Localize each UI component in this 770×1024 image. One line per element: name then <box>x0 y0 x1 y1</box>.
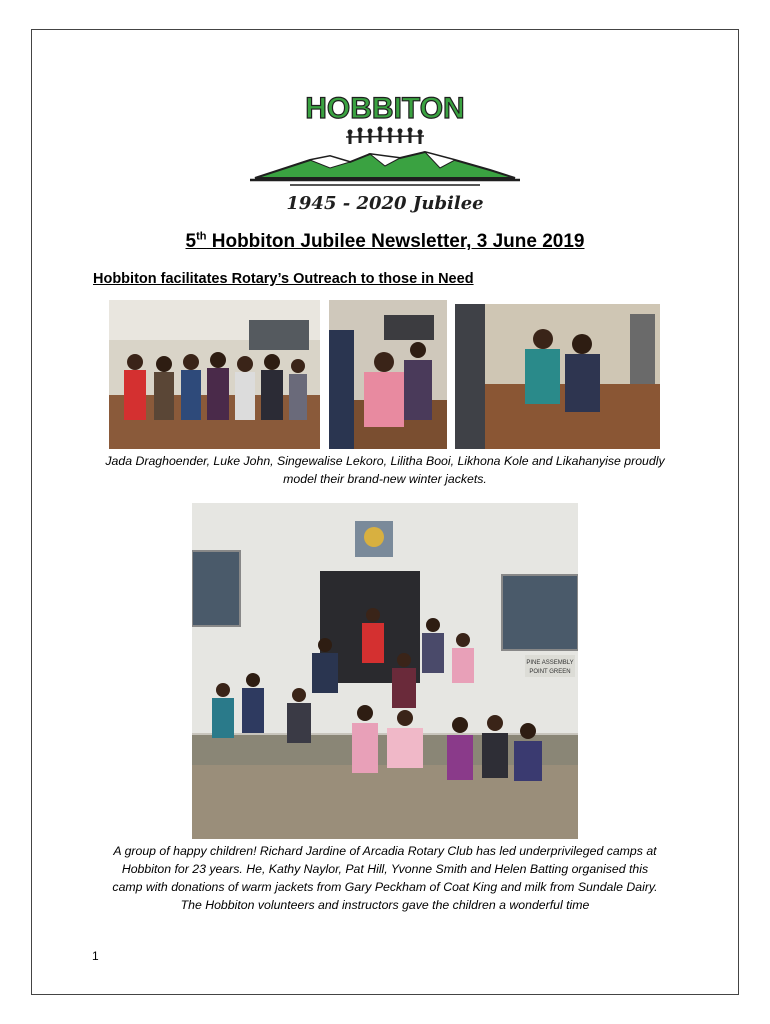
logo-figures <box>346 127 424 145</box>
svg-text:POINT GREEN: POINT GREEN <box>529 669 571 675</box>
logo-tagline: 1945 - 2020 Jubilee <box>286 193 484 214</box>
photo-children-jackets-3 <box>455 304 660 449</box>
caption-group: A group of happy children! Richard Jardine of Arcadia Rotary Club has led underprivileged camps at Hobbiton for 23 years. He, Kathy Naylor, Pat Hill, Yvonne Smith and Helen Batting organised this camp with donations of warm jackets from Gary Peckham of Coat King and milk from Sundale Dairy. The Hobbiton volunteers and instructors gave the children a wonderful time <box>112 844 658 912</box>
photo-group-children <box>192 503 578 839</box>
caption-jackets: Jada Draghoender, Luke John, Singewalise Lekoro, Lilitha Booi, Likhona Kole and Likahanyise proudly model their brand-new winter jackets. <box>105 454 665 486</box>
hobbiton-logo <box>250 88 520 216</box>
newsletter-title: 5th Hobbiton Jubilee Newsletter, 3 June 2019 <box>185 231 585 253</box>
svg-text:PINE ASSEMBLY: PINE ASSEMBLY <box>526 660 574 666</box>
page-number: 1 <box>92 949 99 963</box>
logo-wordmark: HOBBITON <box>305 92 465 125</box>
photo-children-jackets-2 <box>329 300 447 449</box>
photo-children-jackets-1 <box>109 300 320 449</box>
article-heading: Hobbiton facilitates Rotary’s Outreach to those in Need <box>93 271 474 287</box>
